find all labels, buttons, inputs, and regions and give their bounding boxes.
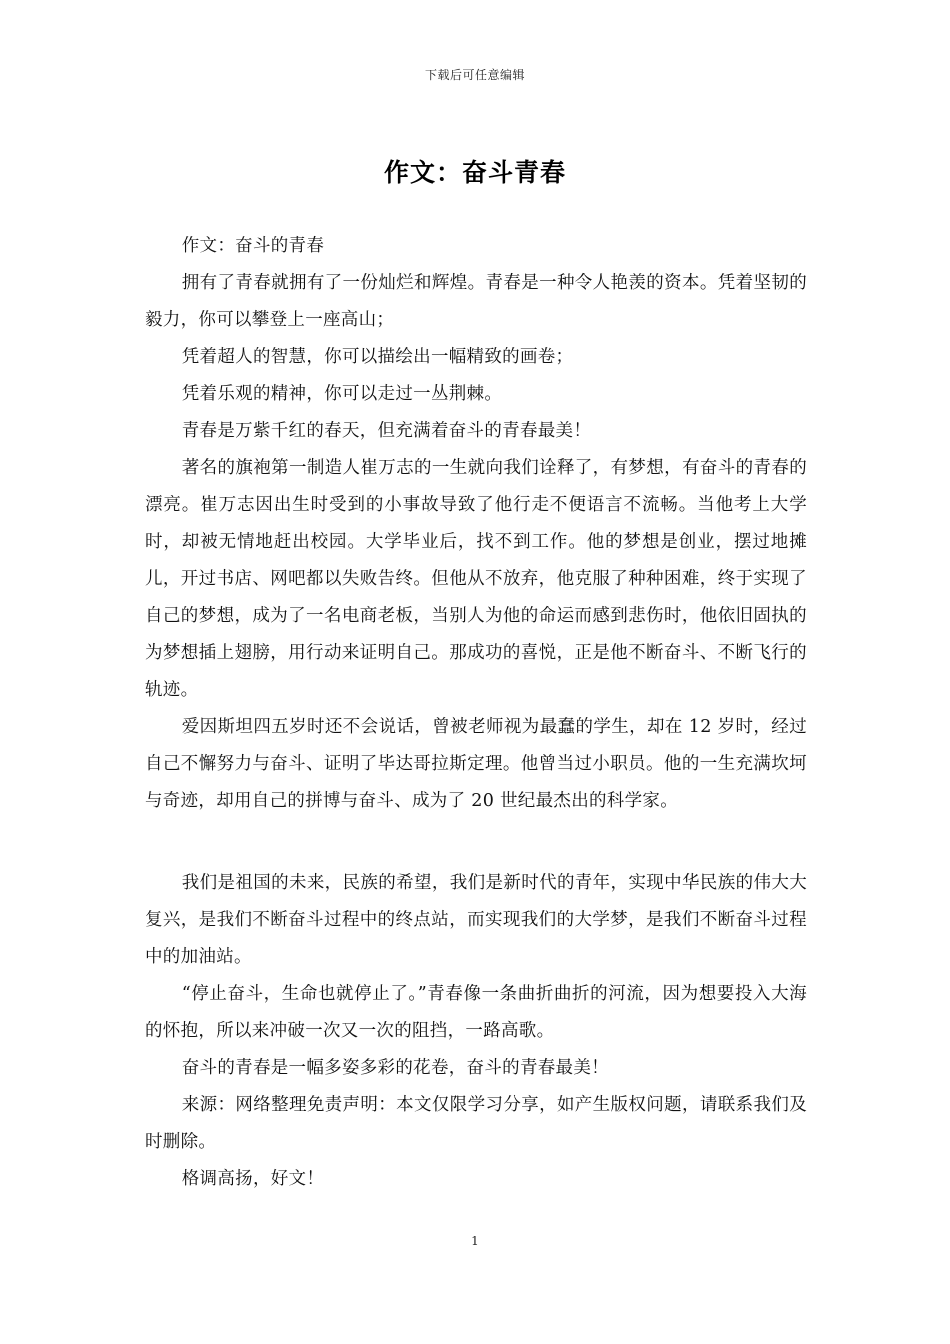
paragraph-spacer [145,820,807,865]
paragraph: 奋斗的青春是一幅多姿多彩的花卷，奋斗的青春最美！ [181,1058,609,1078]
document-title: 作文：奋斗青春 [383,158,566,187]
paragraph: 著名的旗袍第一制造人崔万志的一生就向我们诠释了，有梦想，有奋斗的青春的漂亮。崔万志因出生时受到的小事故导致了他行走不便语言不流畅。当他考上大学时，却被无情地赶出校园。大学毕业后，找不到工作。他的梦想是创业，摆过地摊儿，开过书店、网吧都以失败告终。但他从不放弃，他克服了种种困难，终于实现了自己的梦想，成为了一名电商老板，当别人为他的命运而感到悲伤时，他依旧固执的为梦想插上翅膀，用行动来证明自己。那成功的喜悦，正是他不断奋斗、不断飞行的轨迹。 [145,458,807,700]
paragraph: 爱因斯坦四五岁时还不会说话，曾被老师视为最蠢的学生，却在 12 岁时，经过自己不懈努力与奋斗、证明了毕达哥拉斯定理。他曾当过小职员。他的一生充满坎坷与奇迹，却用自己的拼博与奋斗、成为了 20 世纪最杰出的科学家。 [145,717,807,811]
paragraph: 拥有了青春就拥有了一份灿烂和辉煌。青春是一种令人艳羡的资本。凭着坚韧的毅力，你可以攀登上一座高山； [145,273,807,330]
header-note: 下载后可任意编辑 [424,68,525,82]
paragraph: 凭着超人的智慧，你可以描绘出一幅精致的画卷； [181,347,574,367]
paragraph: 来源：网络整理免责声明：本文仅限学习分享，如产生版权问题，请联系我们及时删除。 [145,1095,807,1152]
page-number: 1 [471,1234,479,1248]
paragraph: “停止奋斗，生命也就停止了。”青春像一条曲折曲折的河流，因为想要投入大海的怀抱，所以来冲破一次又一次的阻挡，一路高歌。 [145,984,807,1041]
paragraph: 格调高扬，好文！ [181,1169,325,1189]
document-body [145,228,807,1198]
paragraph: 凭着乐观的精神，你可以走过一丛荆棘。 [181,384,503,404]
paragraph: 青春是万紫千红的春天，但充满着奋斗的青春最美！ [181,421,592,441]
paragraph: 我们是祖国的未来，民族的希望，我们是新时代的青年，实现中华民族的伟大大复兴，是我们不断奋斗过程中的终点站，而实现我们的大学梦，是我们不断奋斗过程中的加油站。 [145,873,807,967]
paragraph-subtitle: 作文：奋斗的青春 [181,236,325,256]
